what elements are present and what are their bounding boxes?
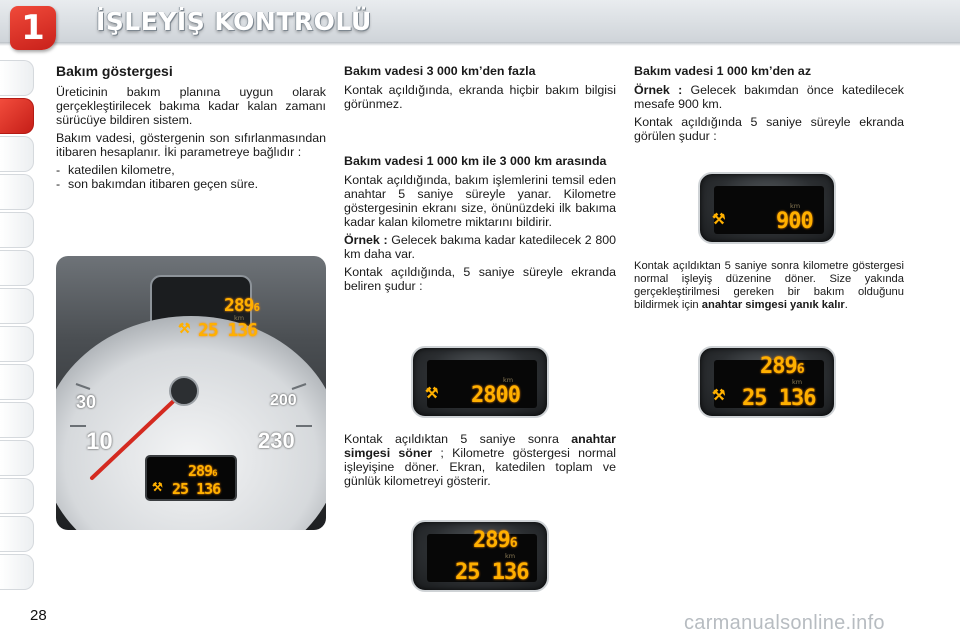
paragraph-display-shows: Kontak açıldığında 5 saniye süreyle ekranda görülen şudur : bbox=[634, 115, 904, 143]
wrench-icon: ⚒ bbox=[712, 211, 726, 228]
paragraph-wrench-lit: Kontak açıldığında, bakım işlemlerini temsil eden anahtar 5 saniye süreyle yanar. Kilometre göstergesinin ekranı size, önünüzdeki ilk bakıma kadar kalan kilometre miktarını bildirir. bbox=[344, 173, 616, 229]
km-unit-label: km bbox=[790, 202, 801, 210]
column-2 bbox=[344, 64, 616, 115]
odometer-reading: 25 136 bbox=[455, 560, 529, 585]
example-label: Örnek : bbox=[634, 83, 683, 97]
intro-paragraph: Üreticinin bakım planına uygun olarak gerçekleştirilecek bakıma kadar kalan zamanı sürücüye bildiren sistem. bbox=[56, 85, 326, 127]
paragraph-wrench-stays-lit: Kontak açıldıktan 5 saniye sonra kilometre göstergesi normal işleyiş düzenine döner. Size yakında gerçekleştirilmesi gereken bir bakım olduğunu bildirmek için anahtar simgesi yanık kalır. bbox=[634, 260, 904, 311]
wrench-icon: ⚒ bbox=[425, 385, 439, 402]
column-2-section-3 bbox=[344, 432, 616, 492]
parameters-paragraph: Bakım vadesi, göstergenin son sıfırlanmasından itibaren hesaplanır. İki parametreye bağlıdır : bbox=[56, 131, 326, 159]
column-1 bbox=[56, 64, 326, 191]
service-distance: 2800 bbox=[471, 383, 520, 408]
header-shadow bbox=[0, 42, 960, 46]
display-normal bbox=[411, 520, 549, 592]
trip-reading: 2896 bbox=[760, 354, 804, 379]
km-unit-label: km bbox=[503, 376, 514, 384]
heading-under-1000: Bakım vadesi 1 000 km’den az bbox=[634, 64, 812, 78]
trip-reading: 2896 bbox=[473, 528, 517, 553]
watermark: carmanualsonline.info bbox=[684, 612, 885, 634]
side-tab[interactable] bbox=[0, 174, 34, 210]
heading-1000-3000: Bakım vadesi 1 000 km ile 3 000 km arasında bbox=[344, 154, 607, 168]
paragraph-display-shows: Kontak açıldığında, 5 saniye süreyle ekranda beliren şudur : bbox=[344, 265, 616, 293]
heading-over-3000: Bakım vadesi 3 000 km’den fazla bbox=[344, 64, 536, 78]
scale-label: 30 bbox=[76, 392, 97, 412]
side-tab[interactable] bbox=[0, 402, 34, 438]
side-tab[interactable] bbox=[0, 60, 34, 96]
side-tab[interactable] bbox=[0, 478, 34, 514]
chapter-number: 1 bbox=[21, 8, 45, 48]
odometer-reading: 25 136 bbox=[742, 386, 816, 411]
page-number: 28 bbox=[30, 607, 47, 624]
trip-reading: 2896 bbox=[188, 462, 217, 480]
paragraph-wrench-off: Kontak açıldıktan 5 saniye sonra anahtar simgesi söner ; Kilometre göstergesi normal işleyişine döner. Ekran, katedilen toplam ve günlük kilometreyi gösterir. bbox=[344, 432, 616, 488]
side-tab[interactable] bbox=[0, 212, 34, 248]
bold-wrench-stays-lit: anahtar simgesi yanık kalır bbox=[701, 299, 845, 311]
odometer-reading: 25 136 bbox=[198, 320, 258, 341]
list-item: - son bakımdan itibaren geçen süre. bbox=[56, 177, 259, 191]
km-unit-label: km bbox=[505, 552, 516, 560]
km-unit-label: km bbox=[234, 314, 245, 322]
display-service-900 bbox=[698, 172, 836, 244]
side-tab-active[interactable] bbox=[0, 98, 34, 134]
display-wrench-lit bbox=[698, 346, 836, 418]
list-item: - katedilen kilometre, bbox=[56, 163, 175, 177]
display-service-2800 bbox=[411, 346, 549, 418]
side-tab[interactable] bbox=[0, 288, 34, 324]
column-3-section-2 bbox=[634, 260, 904, 316]
wrench-icon: ⚒ bbox=[712, 387, 726, 404]
side-tab[interactable] bbox=[0, 250, 34, 286]
service-distance: 900 bbox=[776, 209, 813, 234]
side-tab[interactable] bbox=[0, 516, 34, 552]
scale-label: 10 bbox=[86, 428, 113, 455]
odometer-reading: 25 136 bbox=[172, 480, 221, 498]
wrench-icon: ⚒ bbox=[152, 480, 163, 494]
scale-label: 230 bbox=[258, 428, 295, 453]
km-unit-label: km bbox=[792, 378, 803, 386]
example-paragraph: Örnek : Gelecek bakıma kadar katedilecek 2 800 km daha var. bbox=[344, 233, 616, 261]
side-tab[interactable] bbox=[0, 554, 34, 590]
side-tab[interactable] bbox=[0, 364, 34, 400]
example-label: Örnek : bbox=[344, 233, 388, 247]
side-tab[interactable] bbox=[0, 440, 34, 476]
side-tab[interactable] bbox=[0, 136, 34, 172]
example-paragraph: Örnek : Gelecek bakımdan önce katedilecek mesafe 900 km. bbox=[634, 83, 904, 111]
paragraph-no-info: Kontak açıldığında, ekranda hiçbir bakım bilgisi görünmez. bbox=[344, 83, 616, 111]
chapter-title: İŞLEYİŞ KONTROLÜ bbox=[96, 7, 372, 36]
bold-wrench-off: anahtar simgesi söner bbox=[344, 432, 616, 460]
column-3 bbox=[634, 64, 904, 147]
column-2-section-2 bbox=[344, 154, 616, 297]
side-tab-rail bbox=[0, 60, 36, 580]
page-header bbox=[0, 0, 960, 54]
scale-label: 200 bbox=[270, 392, 297, 409]
wrench-icon: ⚒ bbox=[178, 320, 191, 336]
section-title: Bakım göstergesi bbox=[56, 63, 173, 79]
instrument-cluster-photo bbox=[56, 256, 326, 530]
side-tab[interactable] bbox=[0, 326, 34, 362]
trip-reading: 2896 bbox=[224, 295, 260, 316]
